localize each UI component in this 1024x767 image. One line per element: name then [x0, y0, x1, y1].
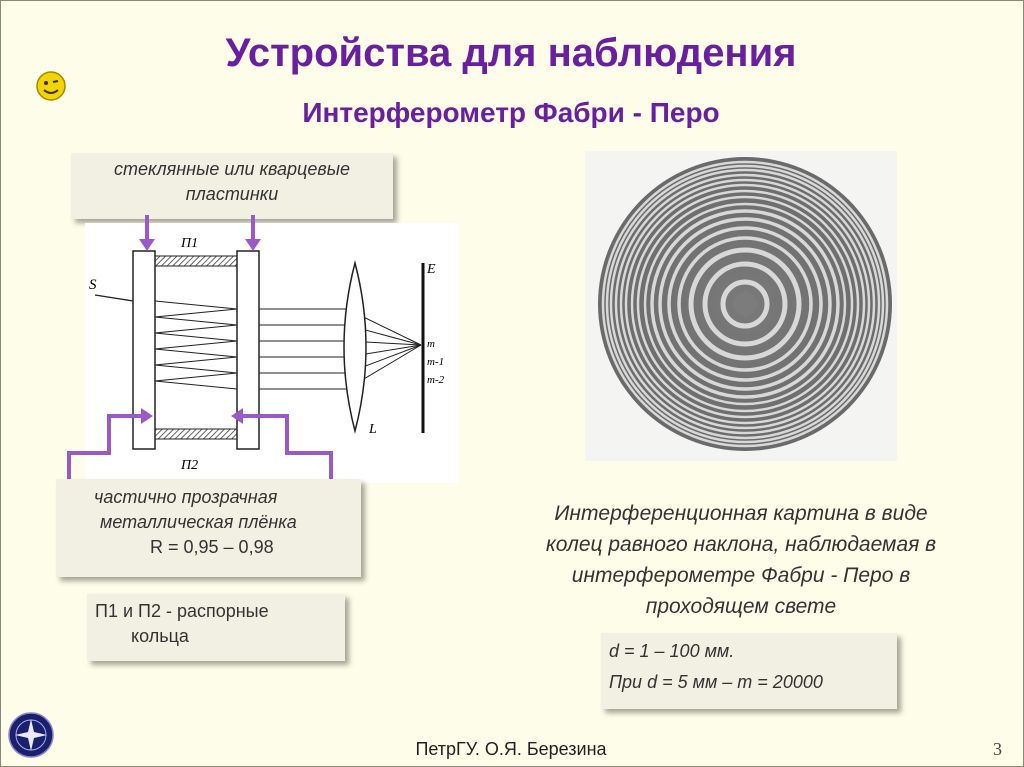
smiley-icon: [34, 69, 68, 103]
diagram-label-m-2: m-2: [427, 374, 445, 386]
rings-label-line1: П1 и П2 - распорные: [95, 601, 269, 621]
caption-line2: колец равного наклона, наблюдаемая в: [545, 533, 937, 556]
university-logo-icon: [7, 711, 55, 759]
plates-label-box: [71, 153, 393, 219]
diagram-label-s: S: [89, 277, 97, 293]
diagram-label-m: m: [427, 338, 435, 350]
film-label-line1: частично прозрачная: [94, 487, 278, 507]
diagram-label-p2: П2: [181, 458, 199, 473]
fabry-perot-diagram: [85, 223, 459, 483]
plates-label-line1: стеклянные или кварцевые: [114, 159, 350, 179]
plates-label-line2: пластинки: [185, 184, 279, 204]
rings-label-line2: кольца: [131, 626, 189, 646]
caption-line4: проходящем свете: [645, 595, 837, 618]
page-title: Устройства для наблюдения: [225, 31, 797, 75]
rings-caption: [491, 498, 991, 622]
params-box: [601, 633, 897, 709]
page-number: 3: [993, 739, 1002, 759]
diagram-label-p1: П1: [181, 236, 199, 251]
diagram-label-e: E: [427, 262, 436, 277]
diagram-label-l: L: [369, 422, 377, 437]
caption-line1: Интерференционная картина в виде: [554, 502, 928, 525]
film-label-box: [56, 479, 361, 577]
caption-line3: интерферометре Фабри - Перо в: [571, 564, 911, 587]
interference-rings-image: [585, 151, 897, 461]
params-line2: При d = 5 мм – m = 20000: [609, 672, 823, 692]
rings-label-box: [87, 594, 345, 661]
film-label-line3: R = 0,95 – 0,98: [150, 537, 274, 557]
footer-author: ПетрГУ. О.Я. Березина: [415, 739, 607, 759]
params-line1: d = 1 – 100 мм.: [609, 641, 735, 661]
page-subtitle: Интерферометр Фабри - Перо: [302, 97, 720, 128]
diagram-label-m-1: m-1: [427, 356, 445, 368]
film-label-line2: металлическая плёнка: [100, 512, 297, 532]
